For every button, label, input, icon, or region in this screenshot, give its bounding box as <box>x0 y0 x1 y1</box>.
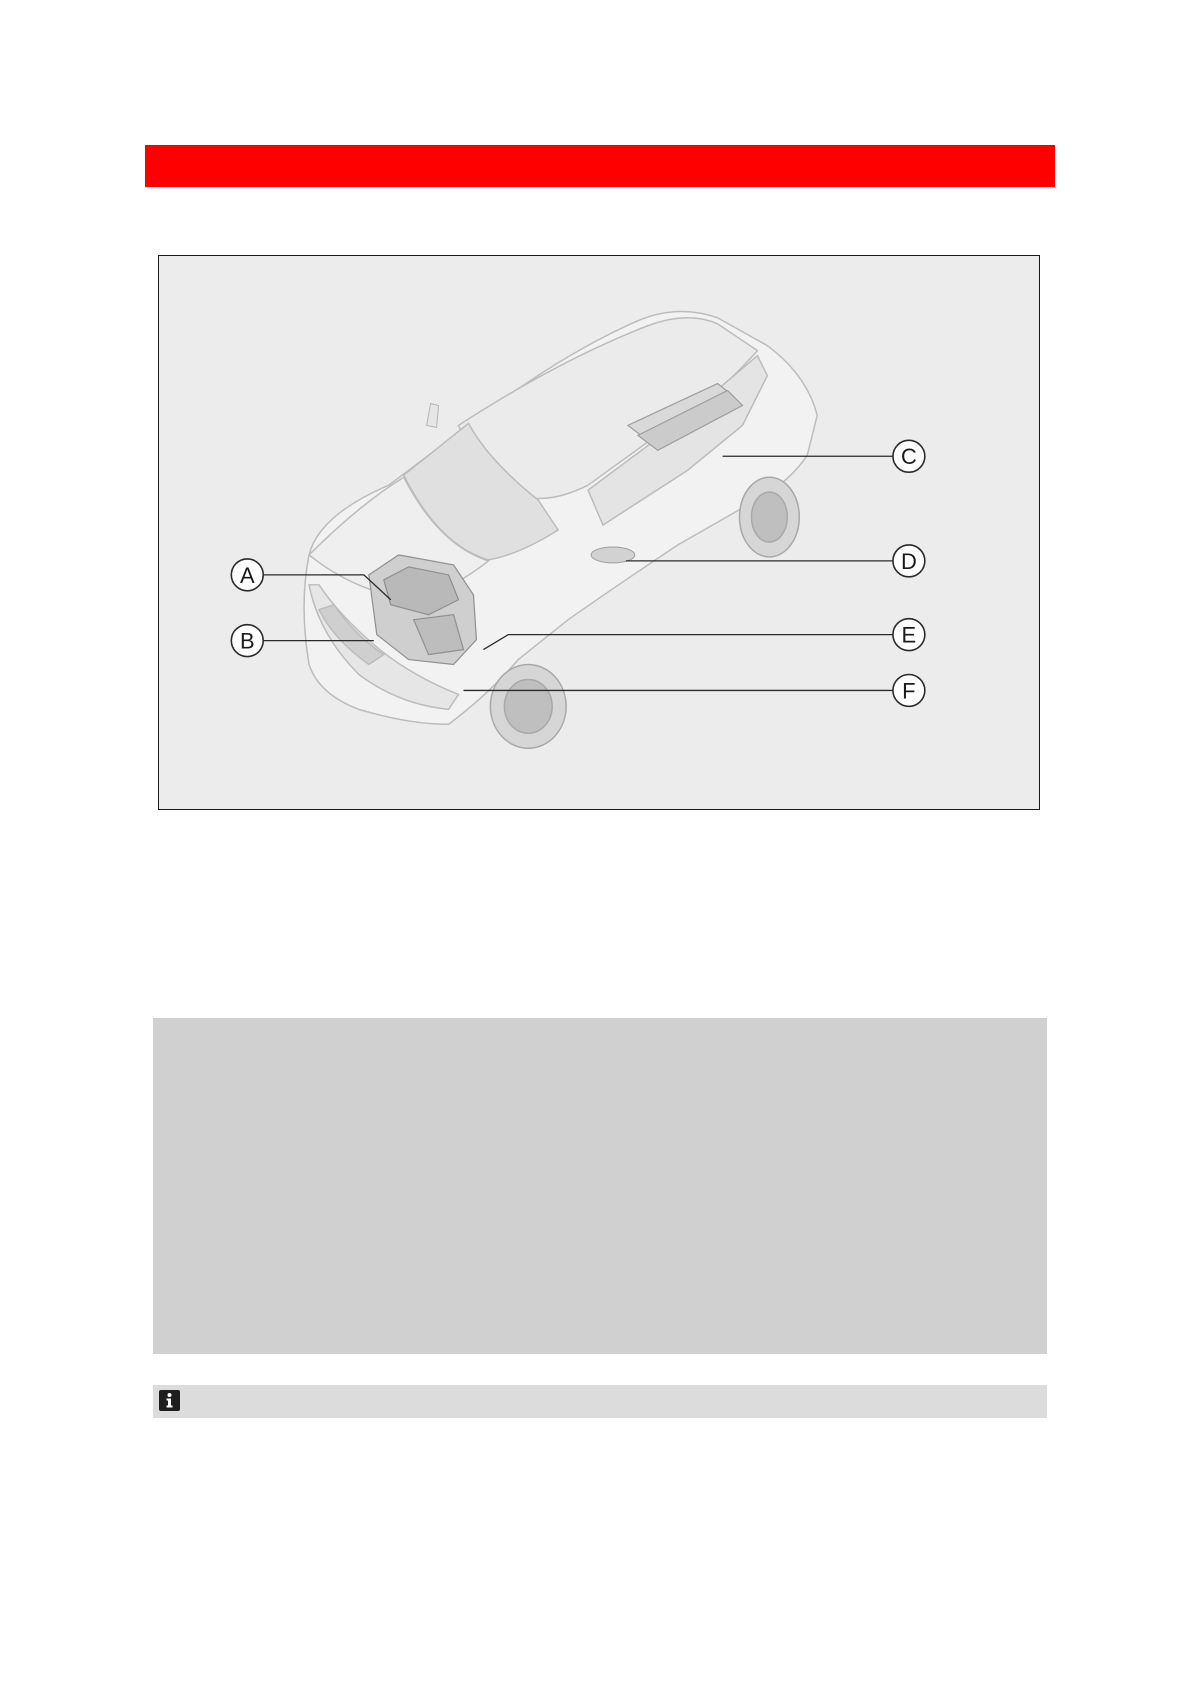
callout-c-label: C <box>900 444 917 470</box>
callout-f-label: F <box>902 678 916 704</box>
callout-f <box>893 674 925 706</box>
callout-d-label: D <box>900 548 917 574</box>
callout-a-label: A <box>239 562 255 588</box>
note-panel <box>153 1018 1047 1354</box>
info-heading-bar <box>153 1385 1047 1418</box>
callout-a <box>231 559 263 591</box>
callout-e-label: E <box>901 622 917 648</box>
callout-b <box>231 625 263 657</box>
side-mirror <box>427 403 439 427</box>
vehicle-illustration <box>159 256 1039 809</box>
info-icon <box>159 1390 180 1411</box>
vehicle-component-diagram <box>158 255 1040 810</box>
callout-c <box>893 440 925 472</box>
callout-d <box>893 545 925 577</box>
callout-b-label: B <box>239 628 255 654</box>
section-title-bar <box>145 145 1055 187</box>
callout-e <box>893 619 925 651</box>
